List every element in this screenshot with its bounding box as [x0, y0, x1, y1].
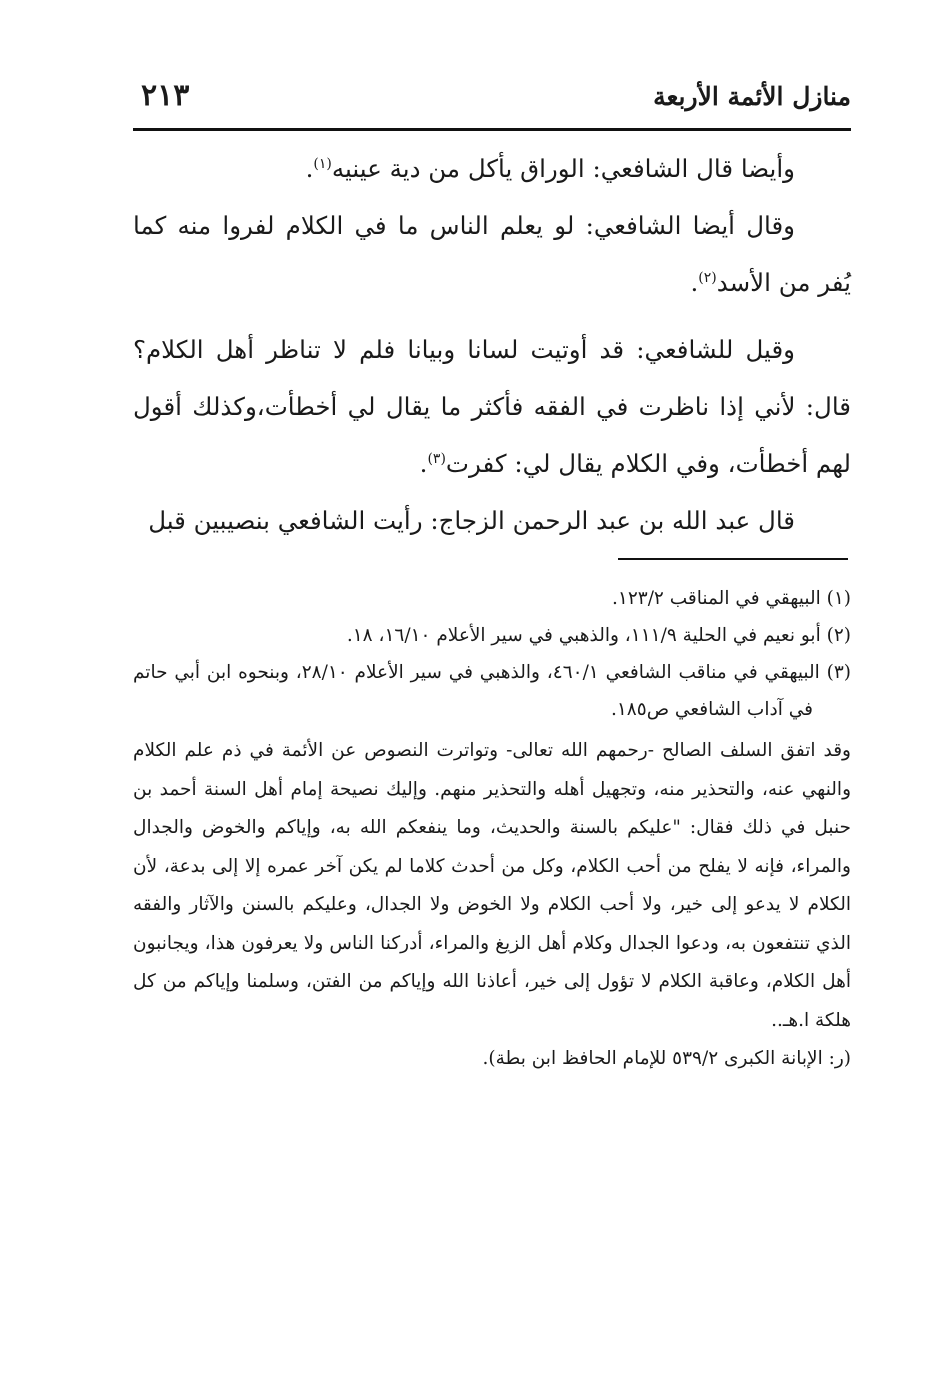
footnote-ref: (١): [313, 155, 332, 172]
footnote-number: (٢): [826, 625, 851, 646]
footnote-separator: [618, 558, 848, 560]
footnote-number: (١): [826, 588, 851, 609]
page-number: ٢١٣: [141, 78, 190, 113]
footnote-ref: (٢): [698, 269, 717, 286]
footnote: (٢) أبو نعيم في الحلية ١١١/٩، والذهبي في سير الأعلام ١٦/١٠، ١٨.: [346, 625, 851, 646]
paragraph: وقيل للشافعي: قد أوتيت لسانا وبيانا فلم لا تناظر أهل الكلام؟ قال: لأني إذا ناظرت في الفقه فأكثر ما يقال لي أخطأت،وكذلك أقول لهم أخطأت، وفي الكلام يقال لي: كفرت$^{(٣)}$.: [133, 335, 851, 478]
header-rule: [133, 128, 851, 131]
footnote: (٣) البيهقي في مناقب الشافعي ٤٦٠/١، والذهبي في سير الأعلام ٢٨/١٠، وبنحوه ابن أبي حاتم في آداب الشافعي ص١٨٥.: [133, 662, 851, 720]
paragraph: وأيضا قال الشافعي: الوراق يأكل من دية عينيه$^{(١)}$.: [305, 154, 795, 183]
book-title: منازل الأئمة الأربعة: [653, 82, 851, 111]
footnote: (١) البيهقي في المناقب ١٢٣/٢.: [612, 588, 851, 609]
running-header: [133, 78, 851, 122]
footnotes: [133, 580, 851, 1078]
footnote-ref: (٣): [427, 450, 446, 467]
main-text: [133, 140, 851, 549]
commentary-note: وقد اتفق السلف الصالح -رحمهم الله تعالى- وتواترت النصوص عن الأئمة في ذم علم الكلام والنهي عنه، والتحذير منه، وتجهيل أهله والتحذير منهم. وإليك نصيحة إمام أهل السنة أحمد بن حنبل في ذلك فقال: "عليكم بالسنة والحديث، وما ينفعكم الله به، وإياكم والخوض والجدال والمراء، فإنه لا يفلح من أحب الكلام، وكل من أحدث كلاما لم يكن آخر عمره إلا إلى بدعة، لأن الكلام لا يدعو إلى خير، ولا أحب الكلام ولا الخوض ولا الجدال، وعليكم بالسنن والآثار والفقه الذي تنتفعون به، ودعوا الجدال وكلام أهل الزيغ والمراء، أدركنا الناس ولا يعرفون هذا، ويجانبون أهل الكلام، وعاقبة الكلام لا تؤول إلى خير، أعاذنا الله وإياكم من الفتن، وسلمنا وإياكم من كل هلكة ا.هـ..: [133, 740, 851, 1031]
paragraph: وقال أيضا الشافعي: لو يعلم الناس ما في الكلام لفروا منه كما يُفر من الأسد$^{(٢)}$.: [133, 211, 851, 297]
source-citation: (ر: الإبانة الكبرى ٥٣٩/٢ للإمام الحافظ ابن بطة).: [482, 1048, 851, 1069]
footnote-number: (٣): [826, 662, 851, 683]
paragraph: قال عبد الله بن عبد الرحمن الزجاج: رأيت الشافعي بنصيبين قبل: [148, 506, 795, 535]
